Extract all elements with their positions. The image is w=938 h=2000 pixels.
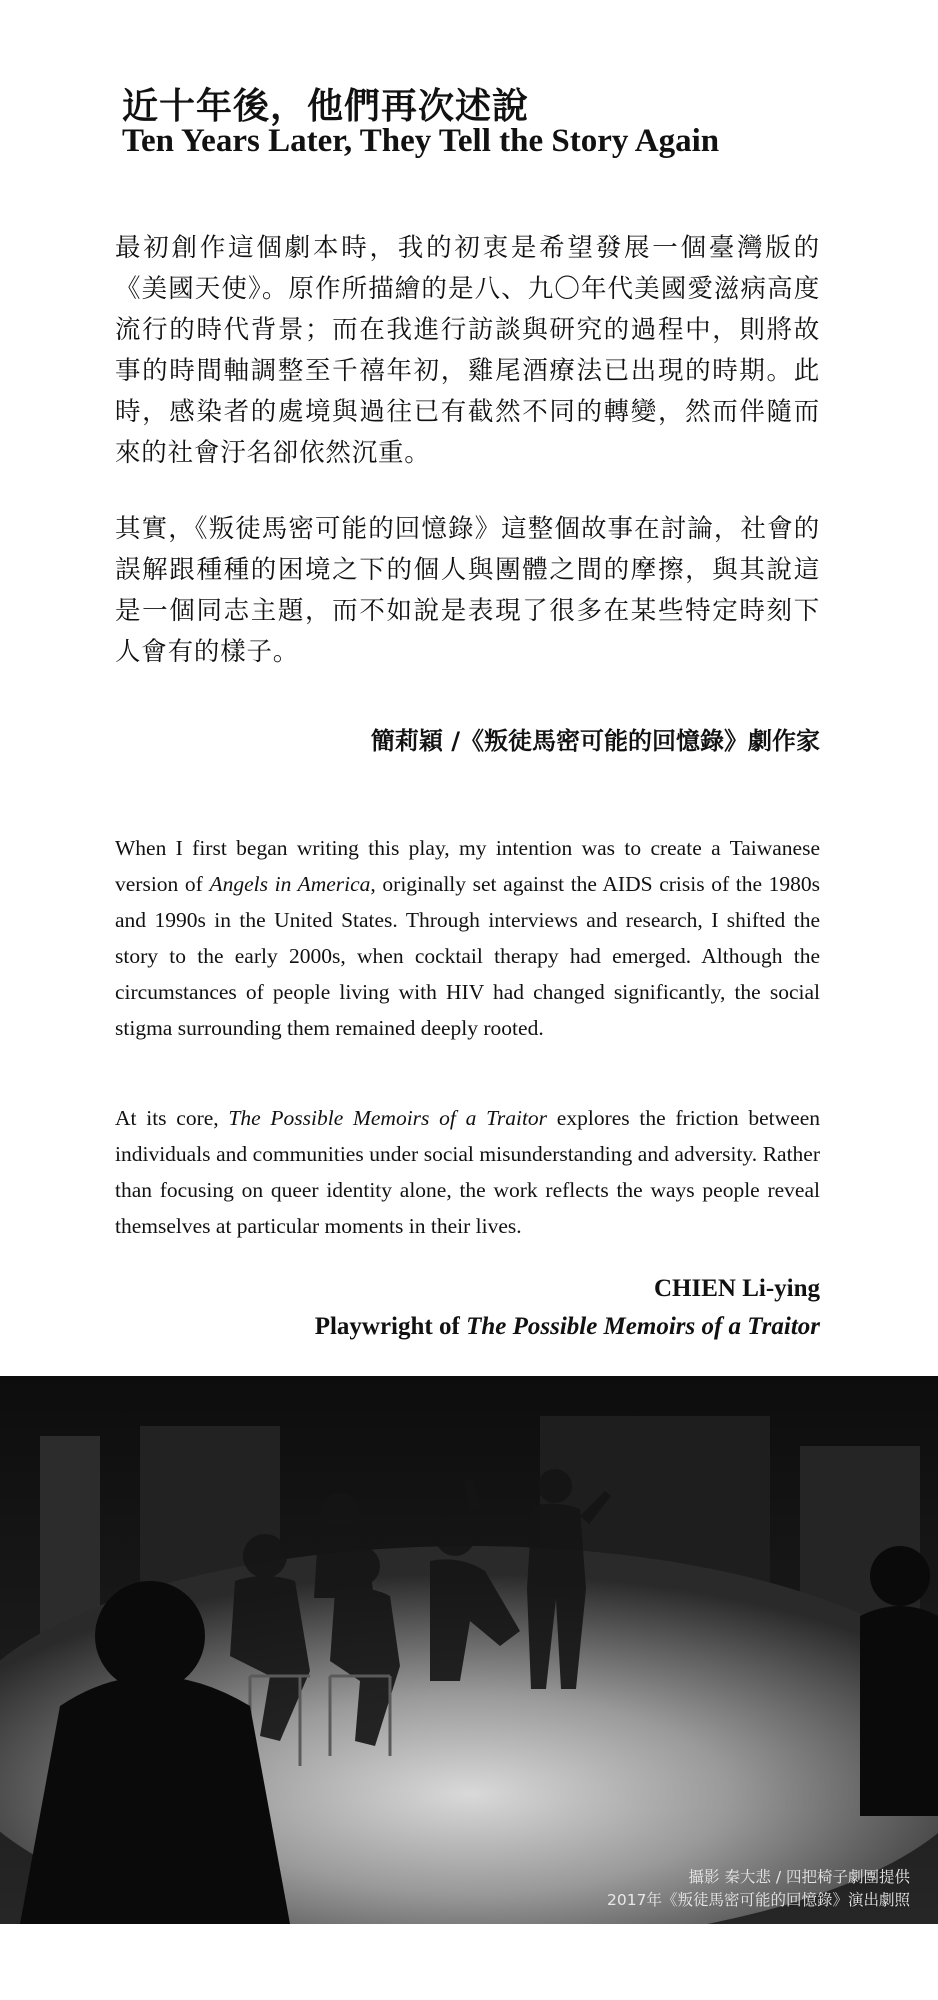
chinese-credit: 簡莉穎 /《叛徒馬密可能的回憶錄》劇作家 <box>370 727 820 755</box>
en-p2-text-start: At its core, <box>115 1106 229 1130</box>
english-credit <box>315 1270 820 1346</box>
photo-caption <box>607 1866 910 1912</box>
credit-play-title: The Possible Memoirs of a Traitor <box>466 1313 820 1340</box>
chinese-paragraph-2: 其實，《叛徒馬密可能的回憶錄》這整個故事在討論，社會的誤解跟種種的困境之下的個人與團體之間的摩擦，與其說這是一個同志主題，而不如說是表現了很多在某些特定時刻下人會有的樣子。 <box>115 514 820 667</box>
title-chinese: 近十年後，他們再次述說 <box>122 86 530 127</box>
chinese-paragraph-1: 最初創作這個劇本時，我的初衷是希望發展一個臺灣版的《美國天使》。原作所描繪的是八、九〇年代美國愛滋病高度流行的時代背景；而在我進行訪談與研究的過程中，則將故事的時間軸調整至千禧年初，雞尾酒療法已出現的時期。此時，感染者的處境與過往已有截然不同的轉變，然而伴隨而來的社會汙名卻依然沉重。 <box>115 233 820 468</box>
title-english: Ten Years Later, They Tell the Story Again <box>122 123 720 159</box>
photo-credit-line: 攝影 秦大悲 / 四把椅子劇團提供 <box>688 1868 910 1886</box>
en-p1-italic-title: Angels in America <box>209 872 371 896</box>
credit-name: CHIEN Li-ying <box>653 1275 820 1302</box>
english-paragraph-2 <box>115 1100 820 1244</box>
en-p2-italic-title: The Possible Memoirs of a Traitor <box>228 1106 548 1130</box>
en-p1-text-start: When I first began writing this play, my intention was to create a Taiwanese version of <box>115 836 820 896</box>
credit-role: Playwright of <box>314 1313 467 1340</box>
english-paragraph-1 <box>115 830 820 1046</box>
stage-photo <box>0 1376 938 1924</box>
en-p2-text-end: explores the friction between individuals and communities under social misunderstanding and adversity. Rather than focusing on queer identity alone, the work reflects the ways people reveal themselves at particular moments in their lives. <box>115 1106 821 1238</box>
en-p1-text-end: , originally set against the AIDS crisis of the 1980s and 1990s in the United States. Through interviews and research, I shifted the story to the early 2000s, when cocktail therapy had emerged. Although the circumstances of people living with HIV had changed significantly, the social stigma surrounding them remained deeply rooted. <box>115 872 821 1040</box>
photo-description-line: 2017年《叛徒馬密可能的回憶錄》演出劇照 <box>607 1891 910 1909</box>
stage-photo-illustration <box>0 1376 938 1924</box>
credit-role-line <box>315 1308 820 1346</box>
